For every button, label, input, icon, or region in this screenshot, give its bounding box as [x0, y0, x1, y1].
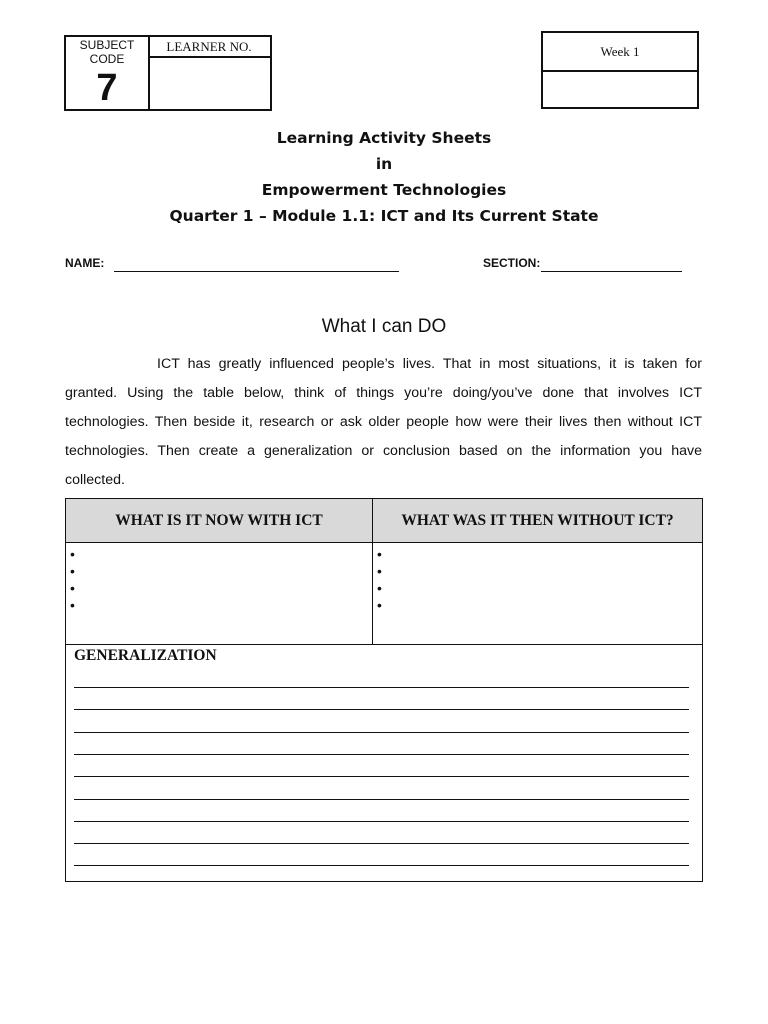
learner-no-label: LEARNER NO.: [148, 37, 270, 58]
title-line-1: Learning Activity Sheets: [276, 129, 492, 147]
now-cell[interactable]: [66, 543, 373, 645]
week-box: [541, 31, 699, 109]
list-item[interactable]: [70, 580, 372, 597]
generalization-line[interactable]: [74, 843, 689, 844]
column-header-then: WHAT WAS IT THEN WITHOUT ICT?: [373, 499, 702, 543]
generalization-line[interactable]: [74, 799, 689, 800]
activity-instructions: ICT has greatly influenced people’s lives. That in most situations, it is taken for granted. Using the table below, think of things you’re doing/you’ve done that involves ICT technologies. Then beside it, research or ask older people how were their lives then without ICT technologies. Then create a generalization or conclusion based on the information you have collected.: [65, 356, 702, 488]
title-line-4: Quarter 1 – Module 1.1: ICT and Its Current State: [169, 207, 599, 225]
subject-learner-box: [64, 35, 272, 111]
generalization-line[interactable]: [74, 732, 689, 733]
subject-code-cell: [66, 37, 150, 109]
title-line-3: Empowerment Technologies: [261, 181, 507, 199]
now-bullet-list: [66, 543, 372, 614]
activity-heading: What I can DO: [321, 316, 447, 337]
list-item[interactable]: [70, 546, 372, 563]
generalization-line[interactable]: [74, 754, 689, 755]
list-item[interactable]: [377, 597, 702, 614]
section-label: SECTION:: [483, 256, 541, 270]
generalization-label: GENERALIZATION: [74, 647, 217, 664]
week-field[interactable]: [543, 70, 697, 107]
list-item[interactable]: [377, 546, 702, 563]
generalization-line[interactable]: [74, 865, 689, 866]
list-item[interactable]: [377, 563, 702, 580]
section-field[interactable]: [541, 271, 682, 272]
name-field[interactable]: [114, 271, 399, 272]
then-cell[interactable]: [373, 543, 702, 645]
ict-comparison-table: [65, 498, 703, 882]
list-item[interactable]: [70, 597, 372, 614]
generalization-line[interactable]: [74, 709, 689, 710]
then-bullet-list: [373, 543, 702, 614]
list-item[interactable]: [70, 563, 372, 580]
generalization-line[interactable]: [74, 821, 689, 822]
column-header-now: WHAT IS IT NOW WITH ICT: [66, 499, 373, 543]
list-item[interactable]: [377, 580, 702, 597]
generalization-line[interactable]: [74, 776, 689, 777]
title-line-2: in: [375, 155, 393, 173]
name-label: NAME:: [65, 256, 105, 270]
week-label: Week 1: [543, 33, 697, 72]
subject-code-value: 7: [96, 67, 118, 109]
subject-code-label: SUBJECT CODE: [79, 38, 135, 66]
learner-no-field[interactable]: [148, 56, 270, 109]
generalization-line[interactable]: [74, 687, 689, 688]
